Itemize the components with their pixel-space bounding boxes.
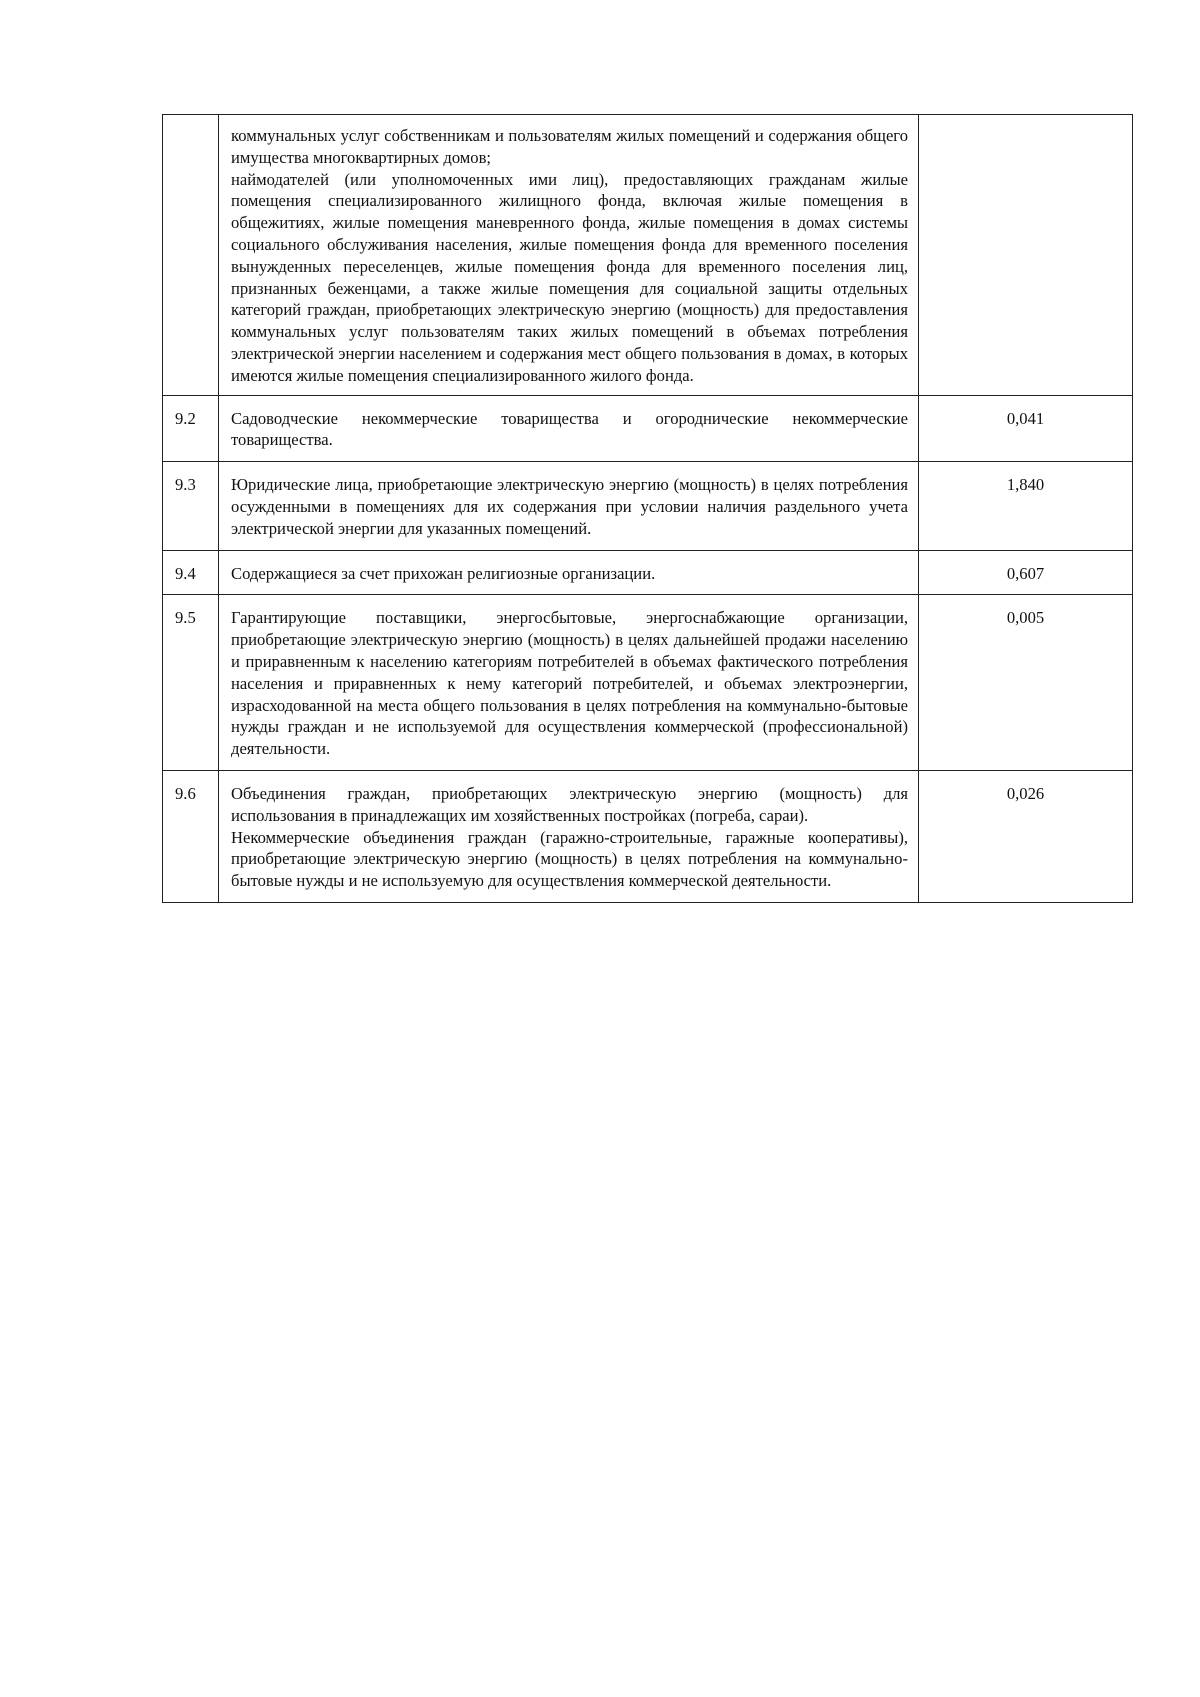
table-row	[163, 395, 1133, 462]
row-number: 9.3	[163, 462, 219, 550]
table-row	[163, 770, 1133, 902]
row-value: 1,840	[919, 462, 1133, 550]
row-value: 0,607	[919, 550, 1133, 595]
row-number: 9.5	[163, 595, 219, 771]
row-description	[219, 770, 919, 902]
description-paragraph: Садоводческие некоммерческие товарищества и огороднические некоммерческие товарищества.	[231, 408, 908, 450]
tariff-table	[162, 114, 1133, 903]
row-number	[163, 115, 219, 396]
description-paragraph: Содержащиеся за счет прихожан религиозные организации.	[231, 563, 656, 583]
table-row	[163, 595, 1133, 771]
description-paragraph: Юридические лица, приобретающие электрическую энергию (мощность) в целях потребления осужденными в помещениях для их содержания при условии наличия раздельного учета электрической энергии для указанных помещений.	[231, 475, 908, 538]
row-description	[219, 115, 919, 396]
row-description	[219, 595, 919, 771]
description-paragraph: Гарантирующие поставщики, энергосбытовые, энергоснабжающие организации, приобретающие электрическую энергию (мощность) в целях дальнейшей продажи населению и приравненным к населению категориям потребителей в объемах фактического потребления населения и приравненных к нему категорий потребителей, и объемах электроэнергии, израсходованной на места общего пользования в целях потребления на коммунально-бытовые нужды граждан и не используемой для осуществления коммерческой (профессиональной) деятельности.	[231, 608, 908, 759]
row-value: 0,041	[919, 395, 1133, 462]
row-number: 9.2	[163, 395, 219, 462]
row-number: 9.6	[163, 770, 219, 902]
table-row	[163, 462, 1133, 550]
description-paragraph: наймодателей (или уполномоченных ими лиц), предоставляющих гражданам жилые помещения специализированного жилищного фонда, включая жилые помещения в общежитиях, жилые помещения маневренного фонда, жилые помещения в домах системы социального обслуживания населения, жилые помещения фонда для временного поселения вынужденных переселенцев, жилые помещения фонда для временного поселения лиц, признанных беженцами, а также жилые помещения для социальной защиты отдельных категорий граждан, приобретающих электрическую энергию (мощность) для предоставления коммунальных услуг пользователям таких жилых помещений в объемах потребления электрической энергии населением и содержания мест общего пользования в домах, в которых имеются жилые помещения специализированного жилого фонда.	[231, 169, 908, 385]
row-number: 9.4	[163, 550, 219, 595]
row-description	[219, 462, 919, 550]
description-paragraph: коммунальных услуг собственникам и пользователям жилых помещений и содержания общего имущества многоквартирных домов;	[231, 126, 908, 167]
row-value: 0,005	[919, 595, 1133, 771]
row-description	[219, 395, 919, 462]
row-value	[919, 115, 1133, 396]
row-description	[219, 550, 919, 595]
table-row	[163, 550, 1133, 595]
description-paragraph: Некоммерческие объединения граждан (гаражно-строительные, гаражные кооперативы), приобретающие электрическую энергию (мощность) в целях потребления на коммунально-бытовые нужды и не используемую для осуществления коммерческой деятельности.	[231, 827, 908, 891]
row-value: 0,026	[919, 770, 1133, 902]
description-paragraph: Объединения граждан, приобретающих электрическую энергию (мощность) для использования в принадлежащих им хозяйственных постройках (погреба, сараи).	[231, 783, 908, 825]
table-row	[163, 115, 1133, 396]
